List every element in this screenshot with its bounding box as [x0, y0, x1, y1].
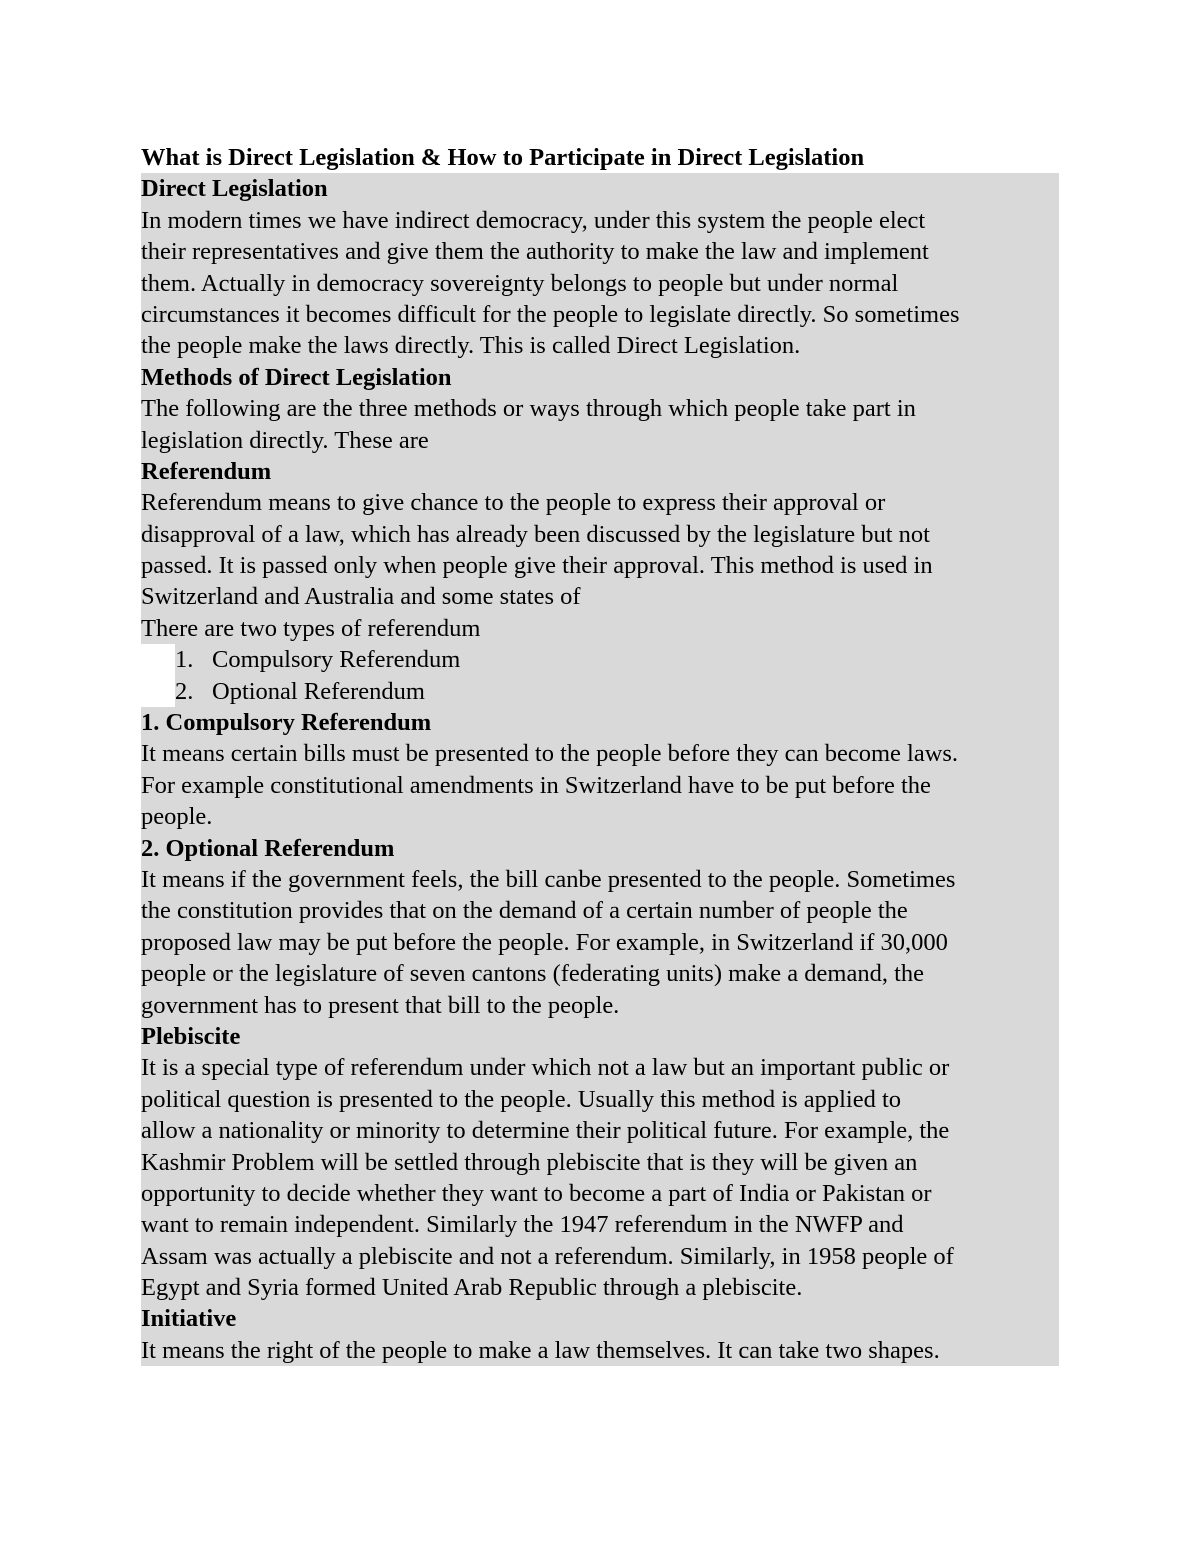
document-body [141, 142, 1059, 1366]
heading-optional-referendum: 2. Optional Referendum [141, 833, 1059, 864]
paragraph-line: It means the right of the people to make a law themselves. It can take two shapes. [141, 1335, 1059, 1366]
paragraph-line: the people make the laws directly. This is called Direct Legislation. [141, 330, 1059, 361]
paragraph-line: allow a nationality or minority to determine their political future. For example, the [141, 1115, 1059, 1146]
paragraph-line: The following are the three methods or ways through which people take part in [141, 393, 1059, 424]
paragraph-line: their representatives and give them the authority to make the law and implement [141, 236, 1059, 267]
paragraph-line: passed. It is passed only when people give their approval. This method is used in [141, 550, 1059, 581]
list-number: 1. [175, 646, 194, 674]
paragraph-line: people or the legislature of seven cantons (federating units) make a demand, the [141, 958, 1059, 989]
paragraph-line: Assam was actually a plebiscite and not a referendum. Similarly, in 1958 people of [141, 1241, 1059, 1272]
paragraph-line: It means certain bills must be presented to the people before they can become laws. [141, 738, 1059, 769]
list-gutter [141, 644, 175, 675]
list-item [141, 676, 1059, 707]
heading-methods: Methods of Direct Legislation [141, 362, 1059, 393]
paragraph-line: In modern times we have indirect democracy, under this system the people elect [141, 205, 1059, 236]
paragraph-line: Kashmir Problem will be settled through plebiscite that is they will be given an [141, 1147, 1059, 1178]
paragraph-line: people. [141, 801, 1059, 832]
heading-referendum: Referendum [141, 456, 1059, 487]
document-title: What is Direct Legislation & How to Participate in Direct Legislation [141, 142, 1059, 173]
paragraph-line: proposed law may be put before the people. For example, in Switzerland if 30,000 [141, 927, 1059, 958]
list-text: Compulsory Referendum [212, 646, 461, 674]
paragraph-line: want to remain independent. Similarly the 1947 referendum in the NWFP and [141, 1209, 1059, 1240]
paragraph-line: There are two types of referendum [141, 613, 1059, 644]
paragraph-line: Egypt and Syria formed United Arab Republic through a plebiscite. [141, 1272, 1059, 1303]
paragraph-line: legislation directly. These are [141, 425, 1059, 456]
paragraph-line: circumstances it becomes difficult for the people to legislate directly. So sometimes [141, 299, 1059, 330]
paragraph-line: opportunity to decide whether they want to become a part of India or Pakistan or [141, 1178, 1059, 1209]
list-number: 2. [175, 677, 194, 705]
paragraph-line: government has to present that bill to the people. [141, 990, 1059, 1021]
heading-plebiscite: Plebiscite [141, 1021, 1059, 1052]
heading-compulsory-referendum: 1. Compulsory Referendum [141, 707, 1059, 738]
list-item [141, 644, 1059, 675]
list-gutter [141, 676, 175, 707]
paragraph-line: Switzerland and Australia and some states of [141, 581, 1059, 612]
paragraph-line: It is a special type of referendum under which not a law but an important public or [141, 1052, 1059, 1083]
paragraph-line: them. Actually in democracy sovereignty belongs to people but under normal [141, 268, 1059, 299]
paragraph-line: political question is presented to the people. Usually this method is applied to [141, 1084, 1059, 1115]
paragraph-line: Referendum means to give chance to the people to express their approval or [141, 487, 1059, 518]
heading-direct-legislation: Direct Legislation [141, 173, 1059, 204]
paragraph-line: It means if the government feels, the bill canbe presented to the people. Sometimes [141, 864, 1059, 895]
paragraph-line: the constitution provides that on the demand of a certain number of people the [141, 895, 1059, 926]
paragraph-line: For example constitutional amendments in Switzerland have to be put before the [141, 770, 1059, 801]
paragraph-line: disapproval of a law, which has already been discussed by the legislature but not [141, 519, 1059, 550]
heading-initiative: Initiative [141, 1303, 1059, 1334]
list-text: Optional Referendum [212, 677, 425, 705]
